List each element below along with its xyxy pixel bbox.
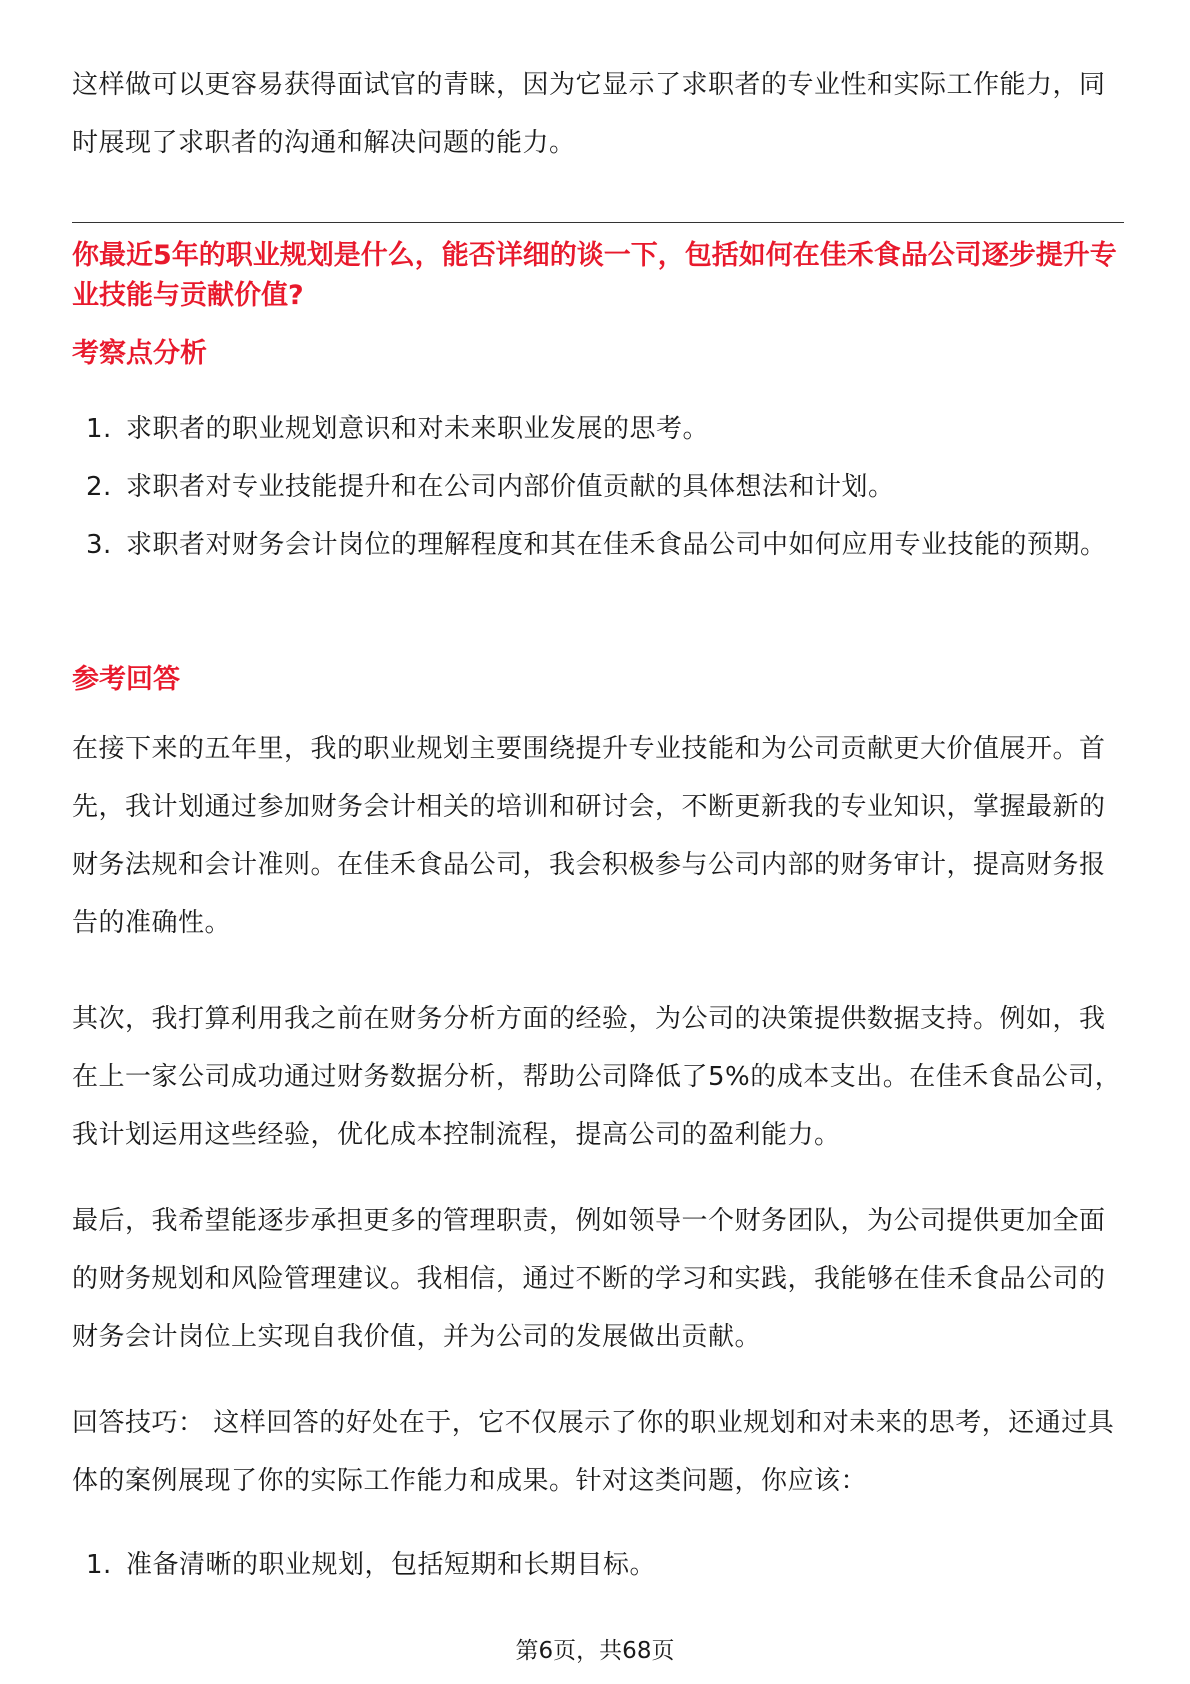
list-item-number: 3. (86, 530, 112, 560)
list-item (72, 400, 1124, 458)
list-item-text: 求职者对财务会计岗位的理解程度和其在佳禾食品公司中如何应用专业技能的预期。 (126, 530, 1107, 560)
answer-paragraph-2: 其次，我打算利用我之前在财务分析方面的经验，为公司的决策提供数据支持。例如，我在上一家公司成功通过财务数据分析，帮助公司降低了5%的成本支出。在佳禾食品公司，我计划运用这些经验，优化成本控制流程，提高公司的盈利能力。 (72, 1004, 1122, 1150)
analysis-heading: 考察点分析 (72, 338, 207, 369)
analysis-list (72, 400, 1124, 574)
tips-paragraph: 回答技巧： 这样回答的好处在于，它不仅展示了你的职业规划和对未来的思考，还通过具体的案例展现了你的实际工作能力和成果。针对这类问题，你应该： (72, 1408, 1115, 1496)
list-item-text: 求职者的职业规划意识和对未来职业发展的思考。 (126, 414, 710, 444)
page-footer: 第6页，共68页 (515, 1638, 675, 1664)
section-divider (72, 222, 1124, 223)
list-item (72, 1536, 1124, 1594)
list-item (72, 458, 1124, 516)
answer-heading: 参考回答 (72, 664, 180, 695)
list-item-text: 求职者对专业技能提升和在公司内部价值贡献的具体想法和计划。 (126, 472, 895, 502)
list-item-number: 2. (86, 472, 112, 502)
list-item (72, 516, 1124, 574)
list-item-number: 1. (86, 1550, 112, 1580)
answer-paragraph-1: 在接下来的五年里，我的职业规划主要围绕提升专业技能和为公司贡献更大价值展开。首先，我计划通过参加财务会计相关的培训和研讨会，不断更新我的专业知识，掌握最新的财务法规和会计准则。在佳禾食品公司，我会积极参与公司内部的财务审计，提高财务报告的准确性。 (72, 734, 1106, 938)
list-item-number: 1. (86, 414, 112, 444)
tips-list (72, 1536, 1124, 1594)
question-title: 你最近5年的职业规划是什么，能否详细的谈一下，包括如何在佳禾食品公司逐步提升专业技能与贡献价值? (72, 240, 1117, 311)
list-item-text: 准备清晰的职业规划，包括短期和长期目标。 (126, 1550, 657, 1580)
intro-paragraph: 这样做可以更容易获得面试官的青睐，因为它显示了求职者的专业性和实际工作能力，同时展现了求职者的沟通和解决问题的能力。 (72, 70, 1106, 158)
answer-paragraph-3: 最后，我希望能逐步承担更多的管理职责，例如领导一个财务团队，为公司提供更加全面的财务规划和风险管理建议。我相信，通过不断的学习和实践，我能够在佳禾食品公司的财务会计岗位上实现自我价值，并为公司的发展做出贡献。 (72, 1206, 1106, 1352)
